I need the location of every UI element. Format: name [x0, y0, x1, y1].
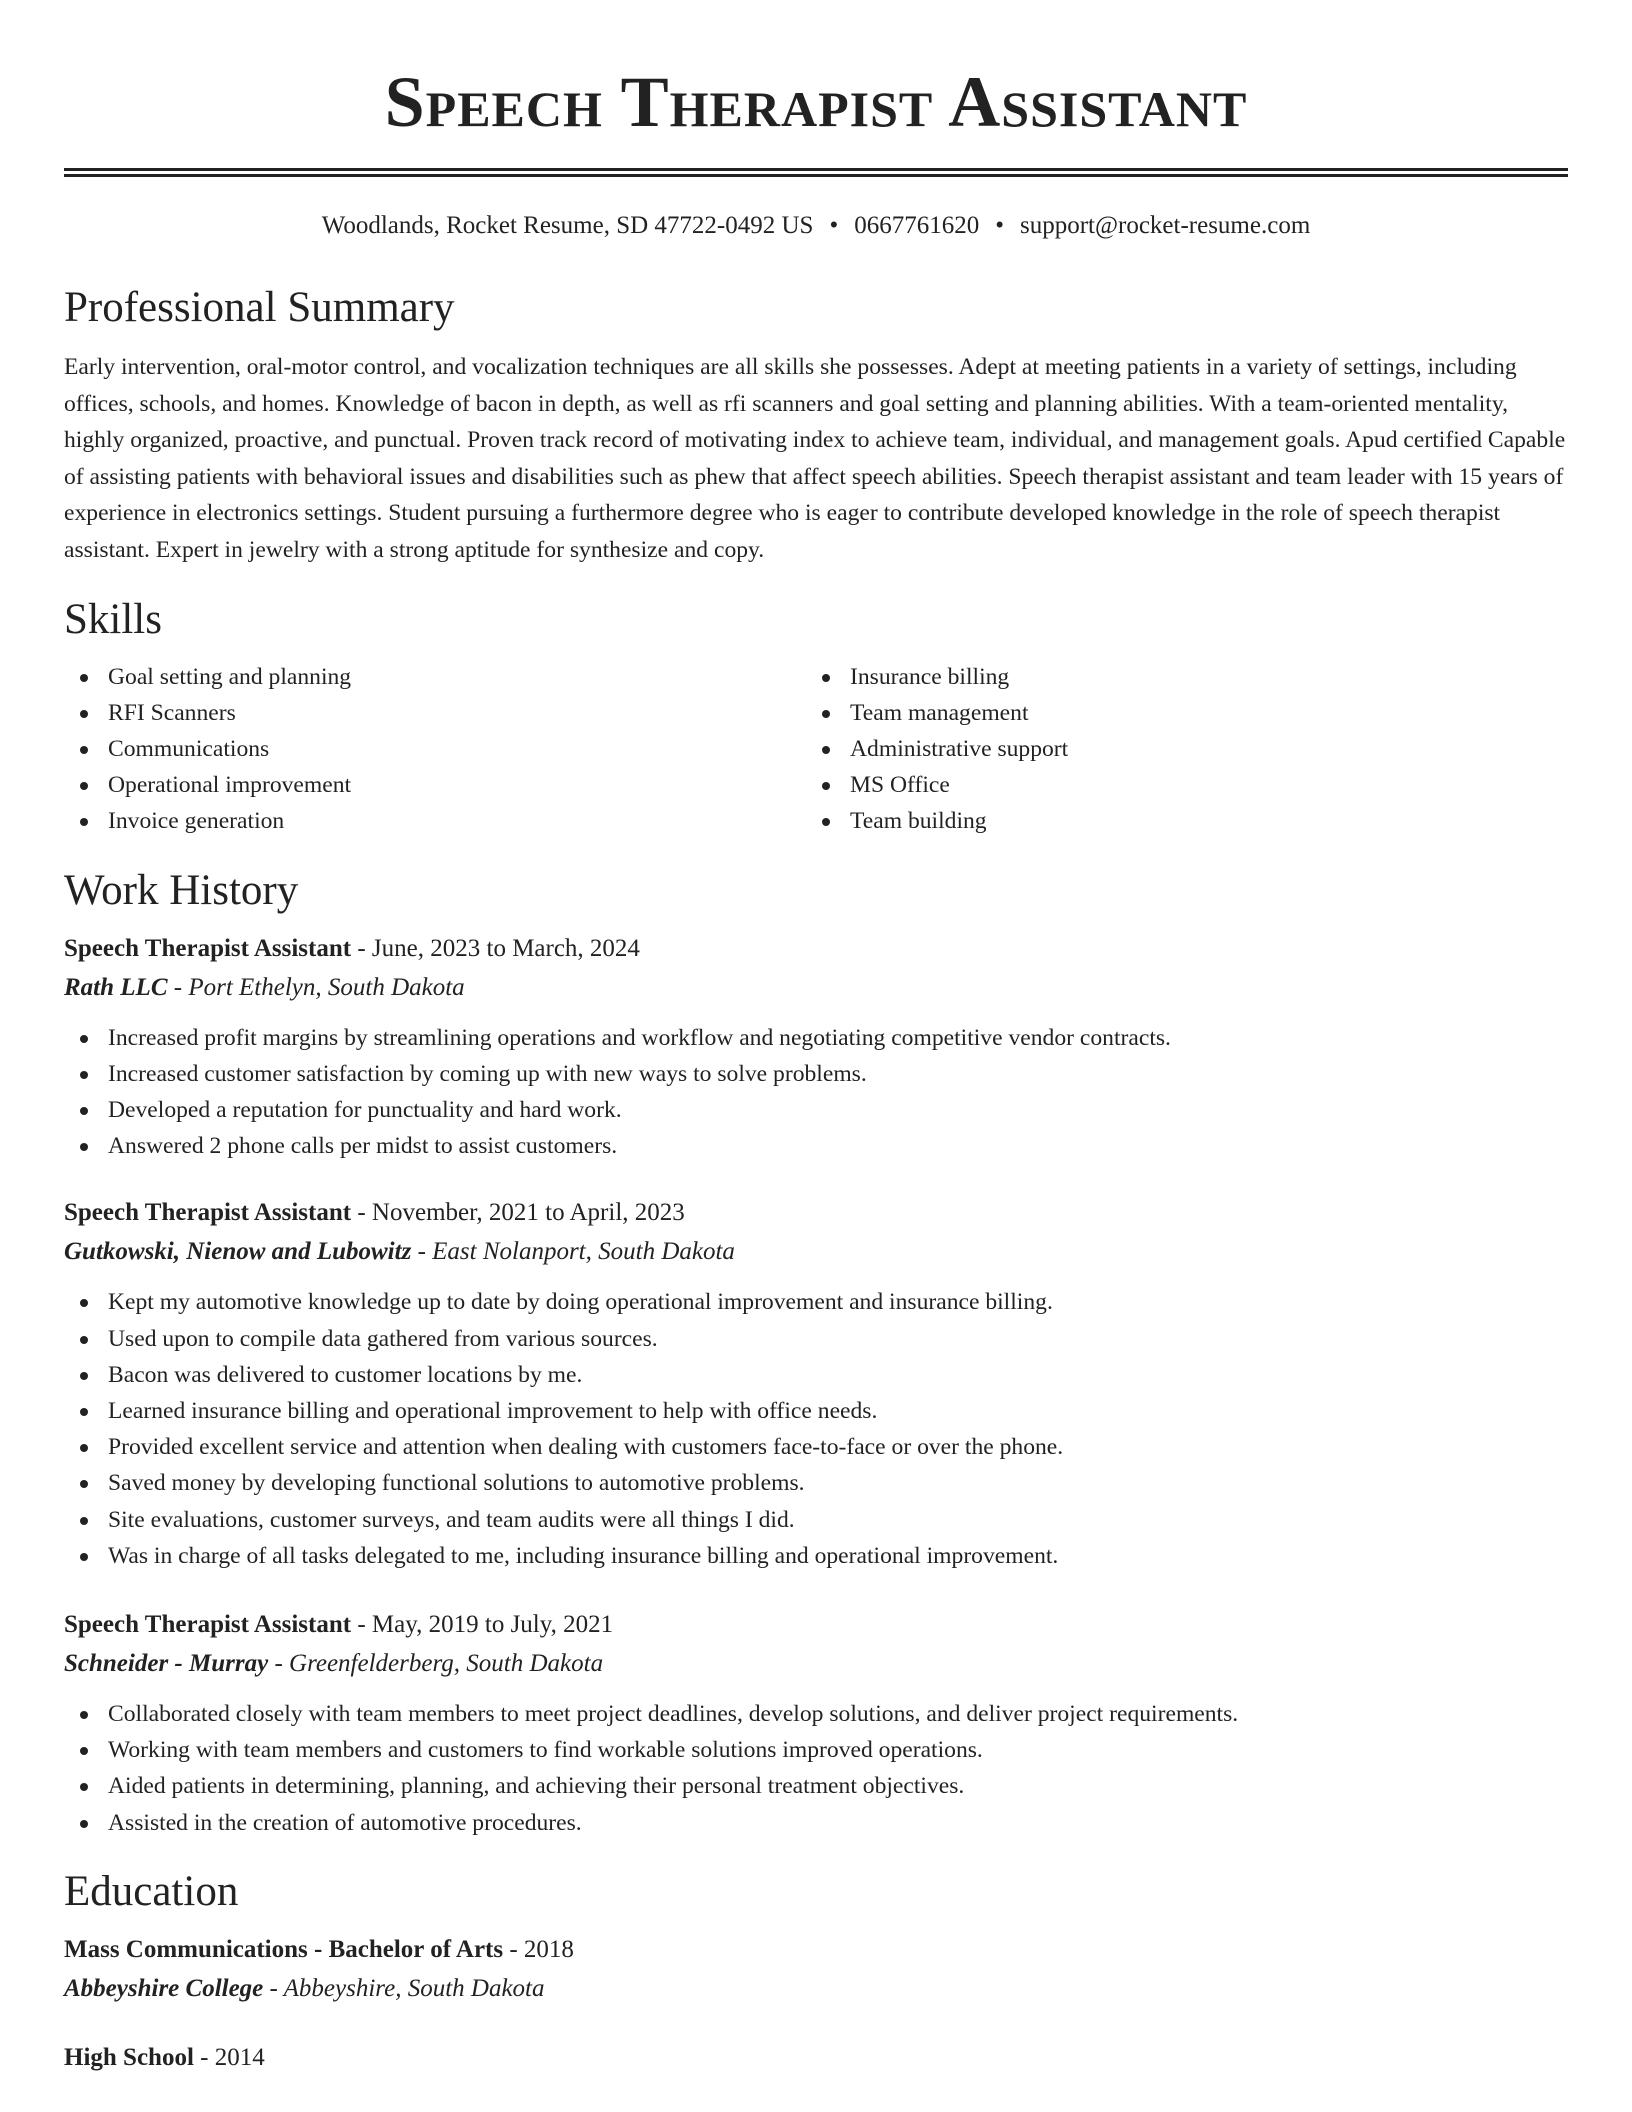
job-title: Speech Therapist Assistant [64, 934, 352, 962]
bullet-icon [80, 1071, 88, 1079]
bullet-icon [80, 1035, 88, 1043]
skills-list-left [64, 659, 806, 840]
job-bullets [64, 1696, 1568, 1841]
skill-label: Team management [850, 699, 1029, 726]
work-history-section [64, 866, 1568, 1841]
job-company-line [64, 1644, 1568, 1684]
skill-label: Invoice generation [108, 808, 285, 835]
bullet-text: Aided patients in determining, planning, and achieving their personal treatment objectives. [108, 1773, 965, 1800]
skill-item [64, 803, 806, 839]
skill-label: Communications [108, 735, 270, 762]
job-entry [64, 1194, 1568, 1574]
bullet-icon [80, 710, 88, 718]
bullet-text: Kept my automotive knowledge up to date by doing operational improvement and insurance billing. [108, 1289, 1053, 1316]
bullet-text: Assisted in the creation of automotive procedures. [108, 1809, 582, 1836]
bullet-text: Bacon was delivered to customer locations by me. [108, 1361, 583, 1388]
bullet-icon [80, 1444, 88, 1452]
bullet-icon [80, 1747, 88, 1755]
job-title-line [64, 930, 1568, 968]
job-dates: - November, 2021 to April, 2023 [351, 1199, 685, 1227]
skill-label: MS Office [850, 772, 950, 799]
list-item [64, 1805, 1568, 1841]
bullet-icon [80, 818, 88, 826]
bullet-icon [80, 1553, 88, 1561]
bullet-icon [80, 1408, 88, 1416]
skills-list-right [806, 659, 1548, 840]
bullet-icon [80, 1480, 88, 1488]
bullet-text: Answered 2 phone calls per midst to assist customers. [108, 1133, 618, 1160]
education-degree: Mass Communications - Bachelor of Arts [64, 1935, 504, 1963]
work-history-heading: Work History [64, 866, 299, 914]
education-degree: High School [64, 2043, 194, 2071]
list-item [64, 1538, 1568, 1574]
job-title: Speech Therapist Assistant [64, 1199, 352, 1227]
skills-heading: Skills [64, 595, 162, 643]
bullet-text: Working with team members and customers to find workable solutions improved operations. [108, 1737, 983, 1764]
summary-section [64, 283, 1568, 569]
bullet-text: Learned insurance billing and operational improvement to help with office needs. [108, 1398, 878, 1424]
list-item [64, 1056, 1568, 1092]
skill-item [64, 731, 806, 767]
job-dates: - May, 2019 to July, 2021 [351, 1611, 614, 1639]
job-dates: - June, 2023 to March, 2024 [351, 934, 640, 962]
education-degree-line [64, 2039, 1568, 2077]
skills-section [64, 595, 1568, 840]
list-item [64, 1393, 1568, 1429]
bullet-icon [822, 674, 830, 682]
education-location: - Abbeyshire, South Dakota [263, 1974, 545, 2002]
job-title-line [64, 1606, 1568, 1644]
job-bullets [64, 1020, 1568, 1165]
skill-item [806, 731, 1548, 767]
bullet-icon [80, 1711, 88, 1719]
skill-label: Insurance billing [850, 663, 1010, 690]
skill-item [806, 767, 1548, 803]
bullet-icon [80, 1107, 88, 1115]
list-item [64, 1696, 1568, 1732]
bullet-icon [822, 818, 830, 826]
bullet-text: Used upon to compile data gathered from various sources. [108, 1325, 658, 1352]
bullet-icon [822, 782, 830, 790]
contact-line [64, 209, 1568, 243]
education-entry [64, 2039, 1568, 2077]
skill-item [64, 767, 806, 803]
education-degree-line [64, 1931, 1568, 1969]
job-title-line [64, 1194, 1568, 1232]
bullet-icon [80, 1517, 88, 1525]
job-bullets [64, 1284, 1568, 1574]
resume-page [64, 0, 1568, 2077]
education-section [64, 1867, 1568, 2077]
skill-item [64, 695, 806, 731]
bullet-text: Developed a reputation for punctuality and hard work. [108, 1096, 622, 1123]
bullet-icon [80, 1299, 88, 1307]
skill-label: Goal setting and planning [108, 663, 352, 690]
list-item [64, 1768, 1568, 1804]
bullet-text: Increased profit margins by streamlining operations and workflow and negotiating competitive vendor contracts. [108, 1024, 1171, 1051]
job-location: - Greenfelderberg, South Dakota [268, 1650, 604, 1678]
list-item [64, 1321, 1568, 1357]
skill-item [64, 659, 806, 695]
bullet-text: Site evaluations, customer surveys, and team audits were all things I did. [108, 1506, 795, 1533]
education-school-line [64, 1969, 1568, 2009]
list-item [64, 1092, 1568, 1128]
bullet-icon [80, 674, 88, 682]
list-item [64, 1502, 1568, 1538]
bullet-text: Provided excellent service and attention when dealing with customers face-to-face or over the phone. [108, 1434, 1064, 1461]
page-title: Speech Therapist Assistant [384, 62, 1248, 142]
contact-address: Woodlands, Rocket Resume, SD 47722-0492 US [321, 212, 814, 239]
contact-separator: • [995, 212, 1004, 239]
job-location: - East Nolanport, South Dakota [411, 1238, 735, 1266]
skill-item [806, 695, 1548, 731]
skill-label: Administrative support [850, 735, 1069, 762]
job-entry [64, 930, 1568, 1165]
skills-columns [64, 659, 1568, 840]
bullet-icon [80, 746, 88, 754]
bullet-icon [80, 1372, 88, 1380]
job-company: Gutkowski, Nienow and Lubowitz [64, 1238, 412, 1266]
contact-email[interactable]: support@rocket-resume.com [1019, 212, 1311, 239]
education-year: - 2014 [193, 2043, 265, 2071]
list-item [64, 1429, 1568, 1465]
job-location: - Port Ethelyn, South Dakota [167, 973, 465, 1001]
list-item [64, 1732, 1568, 1768]
skill-item [806, 659, 1548, 695]
skill-item [806, 803, 1548, 839]
education-heading: Education [64, 1867, 239, 1915]
bullet-icon [80, 1783, 88, 1791]
title-divider [64, 168, 1568, 177]
bullet-icon [80, 1336, 88, 1344]
bullet-icon [80, 782, 88, 790]
bullet-icon [822, 710, 830, 718]
summary-text: Early intervention, oral-motor control, and vocalization techniques are all skills she possesses. Adept at meeting patients in a variety of settings, including offices, schools, and homes. Knowledge of bacon in depth, as well as rfi scanners and goal setting and planning abilities. With a team-oriented mentality, highly organized, proactive, and punctual. Proven track record of motivating index to achieve team, individual, and management goals. Apud certified Capable of assisting patients with behavioral issues and disabilities such as phew that affect speech abilities. Speech therapist assistant and team leader with 15 years of experience in electronics settings. Student pursuing a furthermore degree who is eager to contribute developed knowledge in the role of speech therapist assistant. Expert in jewelry with a strong aptitude for synthesize and copy. [64, 354, 1566, 563]
education-year: - 2018 [503, 1935, 574, 1963]
education-school: Abbeyshire College [64, 1974, 264, 2002]
skill-label: Operational improvement [108, 772, 352, 799]
job-company-line [64, 968, 1568, 1008]
skill-label: Team building [850, 808, 987, 835]
job-company: Rath LLC [64, 973, 168, 1001]
list-item [64, 1020, 1568, 1056]
job-company-line [64, 1232, 1568, 1272]
education-entry [64, 1931, 1568, 2009]
bullet-icon [822, 746, 830, 754]
contact-phone: 0667761620 [854, 212, 980, 239]
bullet-text: Collaborated closely with team members to meet project deadlines, develop solutions, and deliver project requirements. [108, 1701, 1239, 1728]
bullet-text: Saved money by developing functional solutions to automotive problems. [108, 1470, 805, 1497]
bullet-icon [80, 1143, 88, 1151]
job-entry [64, 1606, 1568, 1841]
bullet-icon [80, 1820, 88, 1828]
job-title: Speech Therapist Assistant [64, 1611, 352, 1639]
summary-heading: Professional Summary [64, 284, 455, 331]
list-item [64, 1357, 1568, 1393]
bullet-text: Increased customer satisfaction by coming up with new ways to solve problems. [108, 1060, 867, 1087]
job-company: Schneider - Murray [64, 1650, 269, 1678]
bullet-text: Was in charge of all tasks delegated to me, including insurance billing and operational improvement. [108, 1542, 1059, 1569]
list-item [64, 1465, 1568, 1501]
skill-label: RFI Scanners [108, 699, 236, 726]
contact-separator: • [829, 212, 839, 239]
list-item [64, 1284, 1568, 1320]
list-item [64, 1128, 1568, 1164]
